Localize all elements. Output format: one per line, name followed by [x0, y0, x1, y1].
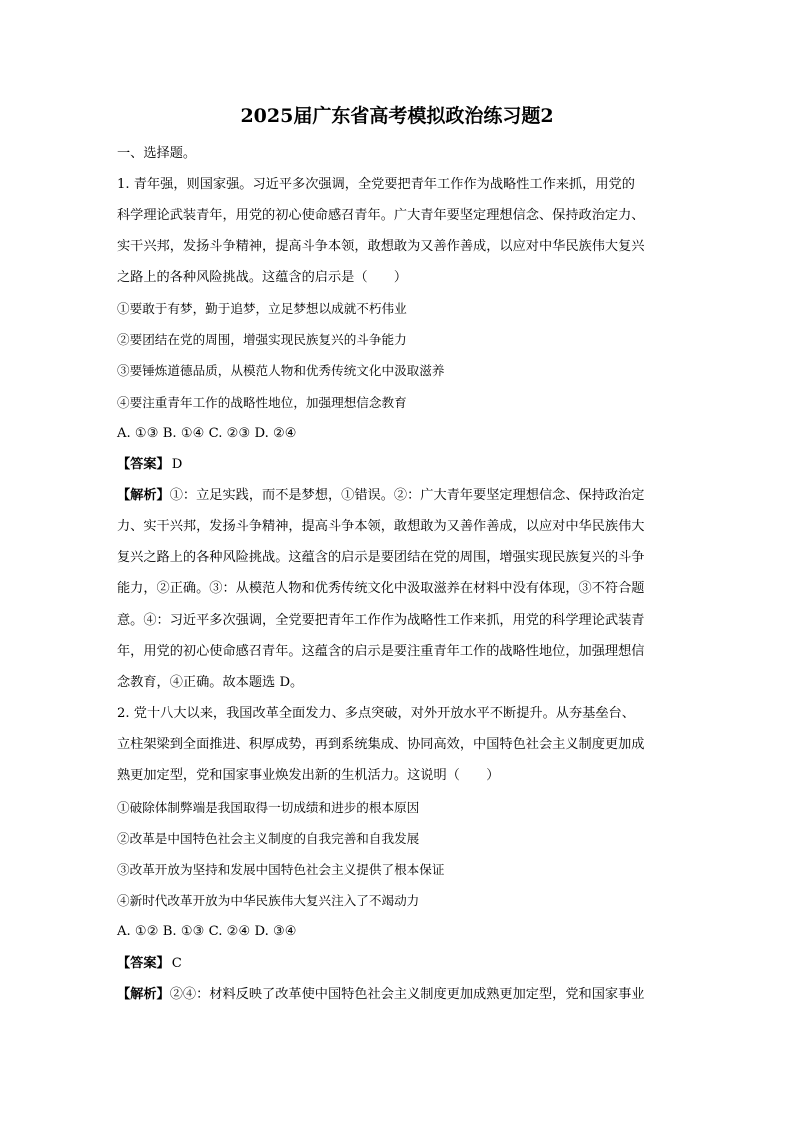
analysis-label: 【解析】 — [117, 987, 170, 1002]
q1-stem-line: 之路上的各种风险挑战。这蕴含的启示是（ ） — [117, 270, 408, 285]
q1-answer — [117, 454, 182, 476]
q2-stem-line: 2. 党十八大以来，我国改革全面发力、多点突破，对外开放水平不断提升。从夯基垒台、 — [117, 706, 635, 721]
q1-analysis-line: 念教育，④正确。故本题选 D。 — [117, 675, 304, 690]
page-title: 2025届广东省高考模拟政治练习题2 — [240, 105, 554, 127]
q1-analysis-line: 年，用党的初心使命感召青年。这蕴含的启示是要注重青年工作的战略性地位，加强理想信 — [117, 644, 645, 659]
q1-stem-line: 科学理论武装青年，用党的初心使命感召青年。广大青年要坚定理想信念、保持政治定力、 — [117, 208, 645, 223]
q1-stem-line: 实干兴邦，发扬斗争精神，提高斗争本领，敢想敢为又善作善成，以应对中华民族伟大复兴 — [117, 239, 645, 254]
q2-stem-line: 立柱架梁到全面推进、积厚成势，再到系统集成、协同高效，中国特色社会主义制度更加成 — [117, 737, 645, 752]
q2-analysis-line — [117, 984, 645, 1006]
q2-option: ③改革开放为坚持和发展中国特色社会主义提供了根本保证 — [117, 862, 445, 877]
q1-analysis-line: 力、实干兴邦，发扬斗争精神，提高斗争本领，敢想敢为又善作善成，以应对中华民族伟大 — [117, 519, 645, 534]
q1-analysis-line — [117, 485, 645, 507]
q2-option: ②改革是中国特色社会主义制度的自我完善和自我发展 — [117, 831, 420, 846]
q2-choices: A. ①② B. ①③ C. ②④ D. ③④ — [117, 924, 297, 939]
answer-value: C — [171, 956, 182, 971]
q1-stem-line: 1. 青年强，则国家强。习近平多次强调，全党要把青年工作作为战略性工作来抓，用党的 — [117, 177, 635, 192]
analysis-label: 【解析】 — [117, 488, 170, 503]
q2-option: ④新时代改革开放为中华民族伟大复兴注入了不竭动力 — [117, 893, 420, 908]
answer-label: 【答案】 — [117, 956, 170, 971]
q1-analysis-line: 能力，②正确。③：从模范人物和优秀传统文化中汲取滋养在材料中没有体现，③不符合题 — [117, 581, 645, 596]
q2-option: ①破除体制弊端是我国取得一切成绩和进步的根本原因 — [117, 800, 420, 815]
q2-answer — [117, 953, 182, 975]
q1-analysis-line: 复兴之路上的各种风险挑战。这蕴含的启示是要团结在党的周围，增强实现民族复兴的斗争 — [117, 550, 645, 565]
analysis-text: ②④：材料反映了改革使中国特色社会主义制度更加成熟更加定型，党和国家事业 — [169, 987, 645, 1002]
q1-choices: A. ①③ B. ①④ C. ②③ D. ②④ — [117, 426, 297, 441]
q1-option: ④要注重青年工作的战略性地位，加强理想信念教育 — [117, 395, 407, 410]
section-heading: 一、选择题。 — [117, 146, 197, 161]
answer-value: D — [171, 457, 183, 472]
analysis-text: ①：立足实践，而不是梦想，①错误。②：广大青年要坚定理想信念、保持政治定 — [169, 488, 645, 503]
answer-label: 【答案】 — [117, 457, 170, 472]
q1-option: ①要敢于有梦，勤于追梦，立足梦想以成就不朽伟业 — [117, 301, 407, 316]
q2-stem-line: 熟更加定型，党和国家事业焕发出新的生机活力。这说明（ ） — [117, 768, 500, 783]
q1-option: ③要锤炼道德品质，从模范人物和优秀传统文化中汲取滋养 — [117, 363, 445, 378]
q1-analysis-line: 意。④：习近平多次强调，全党要把青年工作作为战略性工作来抓，用党的科学理论武装青 — [117, 613, 645, 628]
q1-option: ②要团结在党的周围，增强实现民族复兴的斗争能力 — [117, 332, 407, 347]
